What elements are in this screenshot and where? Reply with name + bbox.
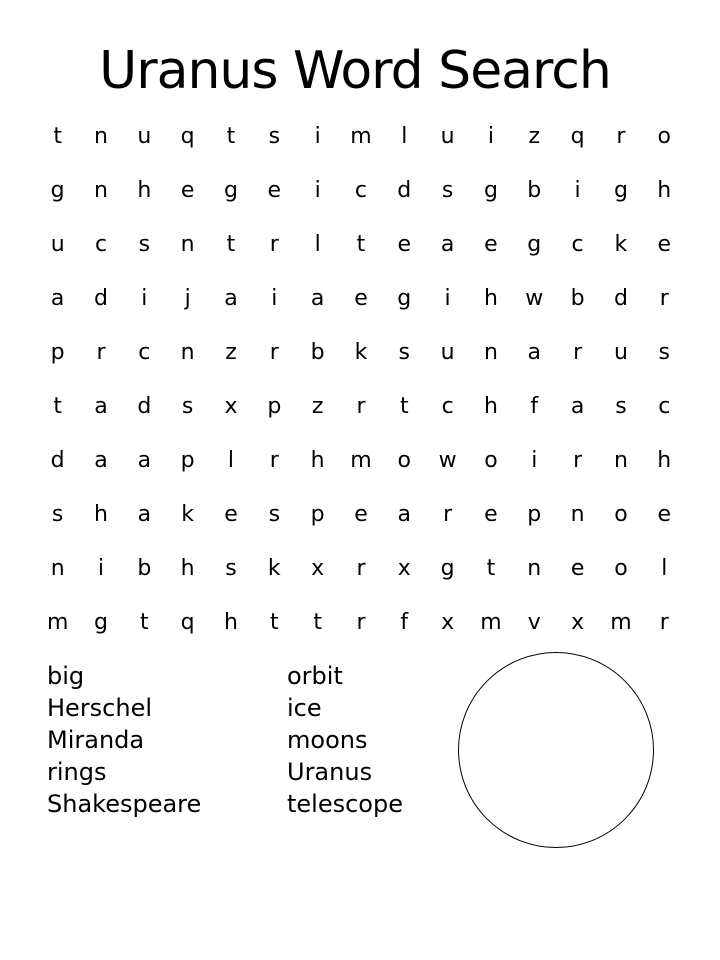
grid-letter: e: [657, 502, 672, 527]
grid-letter: s: [268, 124, 281, 149]
grid-letter: e: [224, 502, 238, 527]
grid-letter: t: [226, 232, 236, 257]
grid-letter: o: [614, 556, 628, 581]
grid-letter: b: [527, 178, 542, 203]
grid-letter: t: [140, 610, 149, 635]
grid-letter: h: [310, 448, 325, 473]
grid-letter: r: [443, 502, 453, 527]
grid-letter: i: [141, 286, 148, 311]
grid-letter: t: [53, 124, 62, 149]
grid-letter: a: [94, 448, 108, 473]
grid-letter: u: [137, 124, 152, 149]
grid-letter: m: [350, 448, 372, 473]
grid-letter: n: [527, 556, 542, 581]
grid-row: [36, 218, 686, 272]
grid-letter: s: [615, 394, 627, 419]
word-list-item: Miranda: [47, 726, 145, 754]
grid-letter: g: [613, 178, 628, 203]
grid-letter: p: [527, 502, 542, 527]
grid-letter: j: [184, 286, 191, 311]
word-list-item: Herschel: [47, 694, 153, 722]
planet-circle-icon: [458, 652, 654, 848]
grid-letter: i: [487, 124, 494, 149]
word-list-item: Uranus: [287, 758, 373, 786]
word-list-right: [287, 660, 403, 820]
grid-letter: s: [138, 232, 151, 257]
grid-letter: h: [94, 502, 108, 527]
grid-letter: d: [613, 286, 628, 311]
grid-letter: r: [356, 610, 366, 635]
grid-letter: n: [94, 124, 108, 149]
grid-letter: p: [310, 502, 325, 527]
grid-letter: a: [527, 340, 542, 365]
grid-letter: d: [137, 394, 152, 419]
word-list-item: orbit: [287, 662, 343, 690]
grid-letter: p: [180, 448, 195, 473]
grid-letter: n: [570, 502, 585, 527]
grid-letter: i: [314, 178, 321, 203]
grid-row: [36, 434, 686, 488]
grid-letter: e: [570, 556, 585, 581]
letter-grid: [36, 110, 686, 650]
grid-letter: n: [483, 340, 498, 365]
grid-row: [36, 326, 686, 380]
grid-letter: o: [614, 502, 628, 527]
grid-letter: l: [227, 448, 235, 473]
grid-letter: b: [310, 340, 325, 365]
word-list-item: moons: [287, 726, 368, 754]
grid-row: [36, 272, 686, 326]
grid-row: [36, 596, 686, 650]
grid-letter: l: [661, 556, 668, 581]
grid-letter: i: [574, 178, 581, 203]
grid-letter: n: [180, 340, 195, 365]
grid-letter: h: [483, 394, 498, 419]
grid-letter: k: [614, 232, 628, 257]
grid-letter: r: [356, 394, 366, 419]
grid-letter: n: [613, 448, 628, 473]
grid-letter: g: [483, 178, 498, 203]
grid-letter: s: [398, 340, 411, 365]
grid-letter: z: [225, 340, 237, 365]
grid-letter: b: [570, 286, 585, 311]
grid-letter: d: [50, 448, 65, 473]
grid-letter: x: [224, 394, 238, 419]
grid-letter: d: [94, 286, 108, 311]
grid-letter: a: [570, 394, 585, 419]
grid-letter: c: [658, 394, 671, 419]
grid-letter: k: [354, 340, 368, 365]
grid-letter: c: [441, 394, 454, 419]
word-list-item: ice: [287, 694, 322, 722]
grid-letter: e: [484, 232, 498, 257]
grid-letter: q: [180, 610, 195, 635]
grid-letter: s: [658, 340, 670, 365]
grid-letter: g: [50, 178, 65, 203]
grid-letter: t: [269, 610, 279, 635]
grid-letter: e: [180, 178, 195, 203]
grid-letter: u: [50, 232, 65, 257]
grid-letter: u: [440, 340, 455, 365]
grid-letter: s: [225, 556, 237, 581]
grid-letter: d: [397, 178, 412, 203]
grid-letter: i: [531, 448, 538, 473]
grid-letter: r: [269, 340, 279, 365]
grid-letter: m: [46, 610, 69, 635]
grid-letter: t: [226, 124, 236, 149]
grid-letter: u: [613, 340, 628, 365]
grid-letter: h: [180, 556, 195, 581]
grid-letter: h: [137, 178, 152, 203]
grid-letter: e: [354, 502, 368, 527]
grid-letter: x: [441, 610, 455, 635]
grid-letter: h: [657, 178, 672, 203]
grid-letter: i: [97, 556, 105, 581]
grid-row: [36, 110, 686, 164]
grid-letter: h: [224, 610, 238, 635]
grid-letter: a: [50, 286, 65, 311]
grid-letter: p: [267, 394, 282, 419]
grid-letter: q: [570, 124, 585, 149]
grid-letter: r: [573, 340, 583, 365]
grid-letter: x: [397, 556, 411, 581]
grid-letter: r: [269, 448, 279, 473]
grid-row: [36, 542, 686, 596]
grid-letter: h: [483, 286, 498, 311]
grid-letter: o: [657, 124, 671, 149]
grid-letter: s: [181, 394, 194, 419]
grid-letter: r: [616, 124, 626, 149]
grid-letter: i: [444, 286, 451, 311]
grid-letter: m: [610, 610, 632, 635]
grid-letter: r: [659, 286, 669, 311]
word-list-item: rings: [47, 758, 107, 786]
grid-letter: z: [311, 394, 324, 419]
grid-letter: k: [267, 556, 281, 581]
grid-letter: f: [530, 394, 539, 419]
grid-letter: v: [527, 610, 541, 635]
grid-letter: r: [356, 556, 366, 581]
grid-letter: t: [399, 394, 409, 419]
grid-letter: o: [397, 448, 412, 473]
grid-letter: s: [268, 502, 281, 527]
grid-letter: w: [525, 286, 544, 311]
grid-letter: h: [657, 448, 672, 473]
grid-letter: z: [528, 124, 541, 149]
grid-row: [36, 488, 686, 542]
grid-row: [36, 164, 686, 218]
page-title: Uranus Word Search: [99, 41, 611, 101]
grid-letter: g: [397, 286, 412, 311]
grid-letter: t: [486, 556, 496, 581]
grid-letter: l: [401, 124, 408, 149]
grid-letter: a: [310, 286, 325, 311]
grid-letter: c: [571, 232, 584, 257]
grid-letter: r: [573, 448, 583, 473]
grid-letter: q: [180, 124, 195, 149]
grid-letter: r: [96, 340, 106, 365]
grid-letter: r: [659, 610, 669, 635]
grid-letter: n: [94, 178, 108, 203]
grid-letter: x: [311, 556, 325, 581]
grid-letter: t: [313, 610, 322, 635]
grid-letter: o: [484, 448, 498, 473]
grid-letter: k: [181, 502, 195, 527]
grid-letter: a: [397, 502, 412, 527]
grid-letter: i: [271, 286, 278, 311]
grid-letter: c: [138, 340, 151, 365]
grid-letter: f: [400, 610, 409, 635]
grid-letter: n: [50, 556, 65, 581]
grid-letter: l: [314, 232, 321, 257]
grid-letter: g: [94, 610, 108, 635]
grid-letter: r: [269, 232, 279, 257]
grid-letter: n: [180, 232, 195, 257]
grid-letter: g: [527, 232, 542, 257]
grid-letter: a: [137, 502, 152, 527]
word-list-left: [47, 660, 201, 820]
grid-letter: c: [94, 232, 108, 257]
grid-letter: g: [440, 556, 455, 581]
grid-letter: a: [137, 448, 152, 473]
grid-letter: e: [354, 286, 368, 311]
grid-letter: t: [53, 394, 62, 419]
word-list-item: big: [47, 662, 85, 690]
grid-letter: e: [267, 178, 282, 203]
grid-letter: s: [441, 178, 454, 203]
grid-letter: e: [657, 232, 672, 257]
grid-letter: g: [223, 178, 238, 203]
grid-letter: a: [440, 232, 455, 257]
grid-letter: i: [314, 124, 321, 149]
grid-letter: s: [51, 502, 64, 527]
grid-letter: c: [354, 178, 368, 203]
grid-letter: m: [350, 124, 372, 149]
grid-letter: x: [571, 610, 585, 635]
grid-letter: e: [397, 232, 412, 257]
grid-letter: u: [440, 124, 455, 149]
grid-letter: b: [137, 556, 152, 581]
word-list-item: Shakespeare: [47, 790, 202, 818]
grid-letter: e: [484, 502, 498, 527]
grid-letter: a: [224, 286, 238, 311]
word-list-item: telescope: [287, 790, 403, 818]
grid-letter: t: [356, 232, 366, 257]
grid-letter: p: [50, 340, 65, 365]
grid-letter: a: [94, 394, 108, 419]
grid-letter: m: [480, 610, 502, 635]
grid-row: [36, 380, 686, 434]
grid-letter: w: [438, 448, 457, 473]
